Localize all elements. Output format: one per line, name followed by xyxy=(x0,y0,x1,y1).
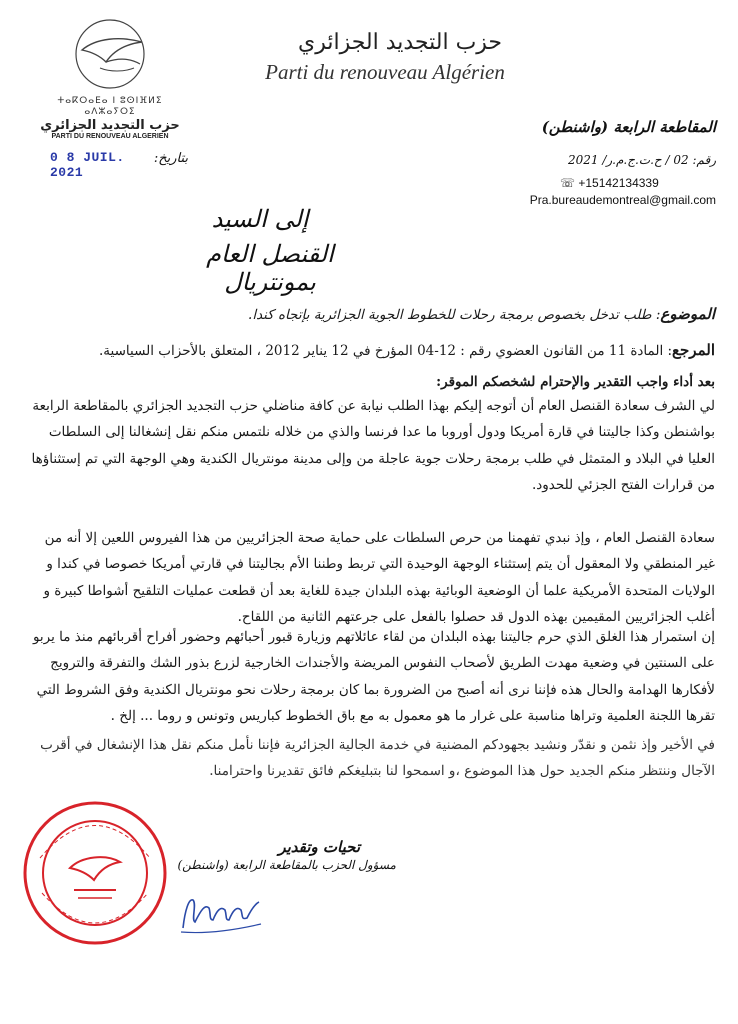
logo-arabic-name: حزب التجديد الجزائري xyxy=(40,117,180,133)
date-label: بتاريخ: xyxy=(153,151,188,166)
paragraph-2: سعادة القنصل العام ، وإذ نبدي تفهمنا من حرص السلطات على حماية صحة الجزائريين من هذا الفيروس اللعين إلا أنه من غير المنطقي ولا المعقول أن يتم إستثناء الوجهة الوحيدة التي تربط وطننا الأم بجاليتنا في قارتي أمريكا خصوصا في كندا و الولايات المتحدة الأمريكية علما أن الوضعية الوبائية بهذه البلدان جيدة للغاية بعد أن قطعت عمليات التلقيح أشواطا كبيرة و أغلب الجزائريين المقيمين بهذه الدول قد حصلوا بالفعل على جرعتهم الثانية من اللقاح. xyxy=(43,530,715,625)
reference-label: المرجع xyxy=(672,341,715,359)
party-name-french: Parti du renouveau Algérien xyxy=(265,60,505,84)
subject-text: : طلب تدخل بخصوص برمجة رحلات للخطوط الجوية الجزائرية بإتجاه كندا. xyxy=(248,307,661,323)
phone-value: +15142134339 xyxy=(578,176,659,190)
closing-greeting: تحيات وتقدير xyxy=(278,838,360,856)
recipient-line-2: القنصل العام بمونتريال xyxy=(206,240,334,296)
subject-line xyxy=(30,300,715,329)
signature-icon xyxy=(175,880,265,940)
logo-tifinagh-text: ⵜⴰⴽⵔⴰⴹⴰ ⵏ ⵓⵙⵏⴼⵍⵉ ⴰⴷⵣⴰⵢⵔⵉ xyxy=(57,96,163,117)
party-name-arabic: حزب التجديد الجزائري xyxy=(297,30,503,55)
bird-logo-icon xyxy=(30,12,190,102)
phone-icon: ☏ xyxy=(560,176,579,190)
signatory-title: مسؤول الحزب بالمقاطعة الرابعة (واشنطن) xyxy=(177,858,396,872)
paragraph-3: إن استمرار هذا الغلق الذي حرم جاليتنا بهذه البلدان من لقاء عائلاتهم وزيارة قبور أحبائهم وحضور أفراح أقربائهم منذ ما يربو على السنتين في وضعية مهدت الطريق لأصحاب النفوس المريضة والأجندات الخارجية لزرع بذور الشك والتفرقة والترويج لأفكارها الهدامة والحال هذه فإننا نرى أنه أصبح من الضرورة بما كان برمجة رحلات نحو مونتريال الكندية وفق الشروط التي تقرها اللجنة العلمية وتراها مناسبة على غرار ما هو معمول به مع باق الخطوط كباريس وتونس و روما ... إلخ . xyxy=(32,629,715,724)
handwritten-signature xyxy=(175,880,265,940)
logo-french-name: PARTI DU RENOUVEAU ALGERIEN xyxy=(51,133,169,141)
stamp-seal-icon xyxy=(20,798,170,948)
email-address: Pra.bureaudemontreal@gmail.com xyxy=(529,193,716,207)
district-label: المقاطعة الرابعة (واشنطن) xyxy=(541,118,716,136)
recipient-line-1: إلى السيد xyxy=(211,205,309,233)
paragraph-1: لي الشرف سعادة القنصل العام أن أتوجه إليكم بهذا الطلب نيابة عن كافة مناضلي حزب التجديد الجزائري بالمقاطعة الرابعة بواشنطن وكذا جاليتنا في قارة أمريكا ودول أوروبا ما عدا فرنسا والذي من خلاله نلتمس منكم نقل إنشغالنا إلى السلطات العليا في البلاد و المتمثل في طلب برمجة رحلات جوية عاجلة من وإلى مدينة مونتريال الكندية وهي الوجهة التي تم إستثناؤها من قرارات الفتح الجزئي للحدود. xyxy=(31,398,715,493)
phone-number xyxy=(560,176,716,190)
reference-line xyxy=(30,336,715,365)
paragraph-4: في الأخير وإذ نثمن و نقدّر ونشيد بجهودكم المضنية في خدمة الجالية الجزائرية فإننا نأمل منكم نقل هذا الإنشغال في أقرب الآجال وننتظر منكم الجديد حول هذا الموضوع ،و اسمحوا لنا بتبليغكم فائق تقديرنا واحترامنا. xyxy=(40,737,715,780)
logo-caption xyxy=(30,96,190,142)
official-stamp xyxy=(20,798,170,948)
salutation: بعد أداء واجب التقدير والإحترام لشخصكم الموقر: xyxy=(436,374,715,390)
reference-text: : المادة 11 من القانون العضوي رقم : 12-04 المؤرخ في 12 يناير 2012 ، المتعلق بالأحزاب السياسية. xyxy=(98,343,673,359)
date-stamp: 0 8 JUIL. 2021 xyxy=(50,150,125,180)
reference-number: رقم: 02 / ح.ت.ج.م.ر/ 2021 xyxy=(567,153,716,167)
subject-label: الموضوع xyxy=(660,305,715,323)
